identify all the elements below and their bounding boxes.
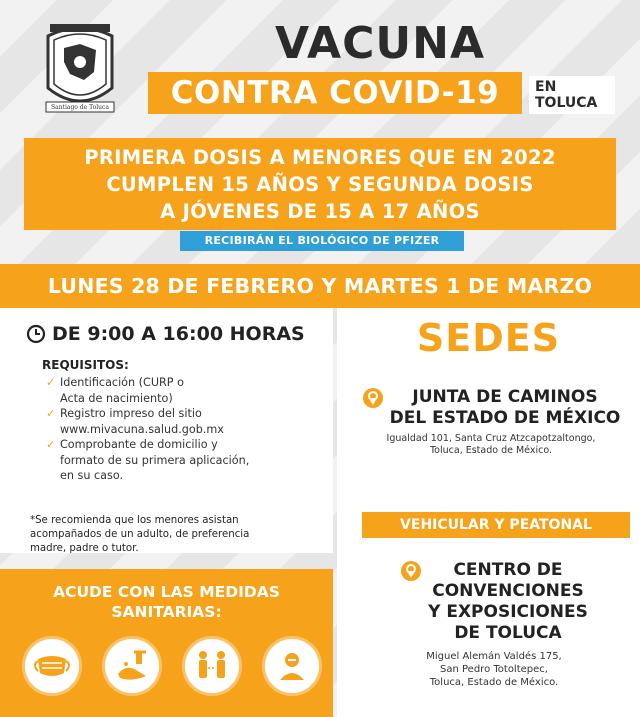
- hours-row: [26, 320, 326, 348]
- clock-icon: [26, 324, 46, 344]
- sanitary-title: ACUDE CON LAS MEDIDAS SANITARIAS:: [53, 583, 280, 621]
- venue-centro-convenciones: [360, 560, 628, 689]
- venue-junta-caminos: [346, 387, 636, 457]
- check-icon: ✓: [46, 438, 56, 451]
- title-vacuna: VACUNA: [274, 18, 485, 69]
- requirement-item: ✓ Comprobante de domicilio y formato de su primera aplicación, en su caso.: [46, 438, 250, 482]
- announcement-box: [24, 138, 616, 230]
- location-pin-icon: [362, 387, 384, 409]
- requirement-item: ✓ Identificación (CURP o Acta de nacimiento): [46, 376, 184, 405]
- requirement-item: ✓ Registro impreso del sitio www.mivacuna.salud.gob.mx: [46, 407, 224, 436]
- location-toluca: TOLUCA: [535, 95, 598, 111]
- check-icon: ✓: [46, 376, 56, 389]
- check-icon: ✓: [46, 407, 56, 420]
- access-mode-badge: VEHICULAR Y PEATONAL: [362, 512, 630, 538]
- sedes-title: SEDES: [416, 316, 561, 360]
- hand-washing-icon: [102, 636, 162, 696]
- social-distance-icon: [182, 636, 242, 696]
- venue2-address: Miguel Alemán Valdés 175, San Pedro Totoltepec, Toluca, Estado de México.: [426, 651, 562, 688]
- requirements-title: REQUISITOS:: [42, 358, 129, 372]
- location-pin-icon: [400, 560, 422, 582]
- pfizer-badge: RECIBIRÁN EL BIOLÓGICO DE PFIZER: [180, 231, 464, 251]
- crest-caption: Santiago de Toluca: [51, 104, 109, 111]
- location-badge: [529, 76, 615, 114]
- toluca-crest-logo: [40, 18, 120, 118]
- venue1-name: JUNTA DE CAMINOS DEL ESTADO DE MÉXICO: [389, 387, 621, 428]
- requirements-list: [46, 375, 316, 484]
- venue2-name: CENTRO DE CONVENCIONES Y EXPOSICIONES DE TOLUCA: [428, 560, 588, 643]
- face-mask-icon: [22, 636, 82, 696]
- venue1-address: Igualdad 101, Santa Cruz Atzcapotzaltongo, Toluca, Estado de México.: [386, 433, 596, 456]
- announcement-line1: PRIMERA DOSIS A MENORES QUE EN 2022: [84, 146, 556, 169]
- hours-text: DE 9:00 A 16:00 HORAS: [52, 323, 305, 345]
- announcement-line2: CUMPLEN 15 AÑOS Y SEGUNDA DOSIS: [106, 173, 534, 196]
- title-contra-covid: CONTRA COVID-19: [148, 72, 522, 114]
- companion-note: *Se recomienda que los menores asistan acompañados de un adulto, de preferencia madre, padre o tutor.: [30, 515, 250, 554]
- location-en: EN: [535, 79, 557, 95]
- announcement-line3: A JÓVENES DE 15 A 17 AÑOS: [160, 200, 480, 223]
- sanitizer-icon: [262, 636, 322, 696]
- dates-banner: LUNES 28 DE FEBRERO Y MARTES 1 DE MARZO: [0, 264, 640, 308]
